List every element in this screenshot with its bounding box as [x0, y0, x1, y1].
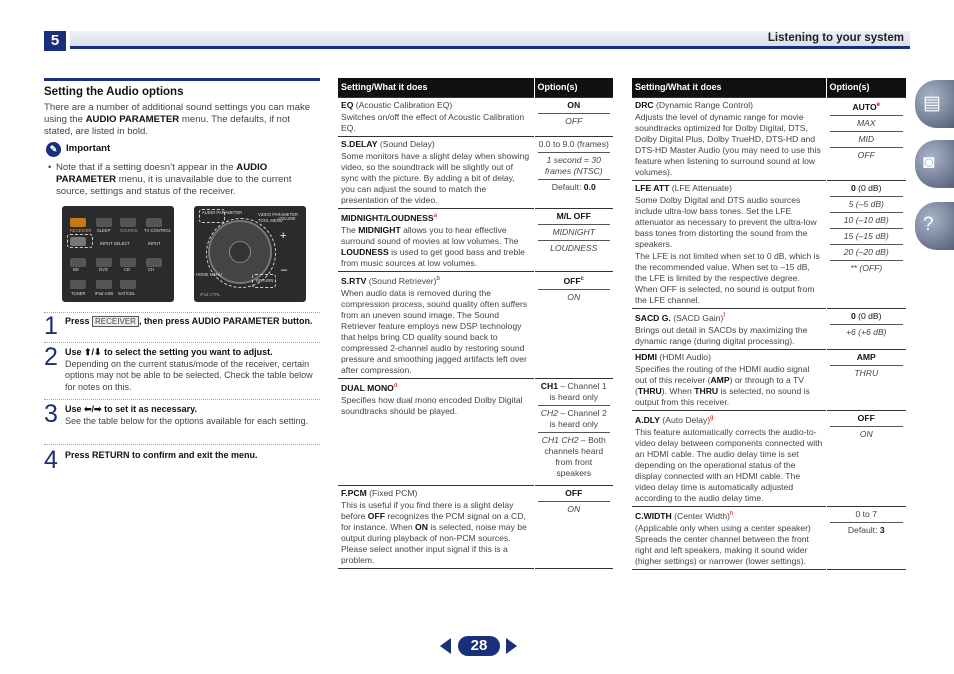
- setting-cell: F.PCM (Fixed PCM) This is useful if you find there is a slight delay before OFF recognizes the PCM signal on a CD, for instance. When ON is selected, noise may be output during playback of non-PCM sources. Please select another input signal if this is a problem.: [338, 485, 534, 568]
- option-value: CH1 CH2 – Both channels heard from front speakers: [541, 434, 606, 478]
- option-value: 0.0 to 9.0 (frames): [538, 139, 611, 153]
- option-value: THRU: [854, 367, 879, 378]
- option-value: 0 (0 dB): [830, 183, 904, 197]
- page-number: 28: [458, 636, 500, 656]
- intro-text: There are a number of additional sound settings you can make using the AUDIO PARAMETER menu. The defaults, if not stated, are listed in bold.: [44, 102, 311, 137]
- option-value: OFF: [538, 488, 611, 502]
- option-value: ON: [567, 291, 581, 302]
- remote-illustration-right: AUDIO PARAMETER VIDEO PARAMETER TOOL MENU VOLUME + – HOME MENU RETURN iPod CTRL: [194, 206, 306, 302]
- table-row: [338, 137, 613, 209]
- options-cell: [826, 506, 906, 569]
- table-row: [632, 309, 906, 350]
- important-text: • Note that if a setting doesn’t appear in the AUDIO PARAMETER menu, it is unavailable due to the current source, settings and status of the receiver.: [44, 162, 320, 198]
- option-value: CH1 – Channel 1 is heard only: [538, 381, 611, 406]
- option-value: +6 (+6 dB): [845, 327, 887, 337]
- setting-cell: DUAL MONO$^d$ Specifies how dual mono encoded Dolby Digital soundtracks should be played.: [338, 378, 534, 485]
- option-value: 10 (–10 dB): [830, 215, 904, 229]
- table-row: [338, 98, 613, 137]
- important-note: [44, 142, 320, 198]
- step-2: 2 Use ⬆/⬇ to select the setting you want to adjust. Depending on the current status/mode of the receiver, certain options may not be able to be selected. Check the table below for notes on this.: [44, 343, 313, 392]
- option-value: AMP: [830, 352, 904, 366]
- table-row: [632, 349, 906, 410]
- option-value: 0 to 7: [830, 509, 904, 523]
- step-4: 4 Press RETURN to confirm and exit the menu.: [44, 446, 258, 474]
- options-cell: [534, 98, 613, 137]
- table-row: [632, 506, 906, 569]
- settings-table-right: Setting/What it does Option(s) DRC (Dynamic Range Control) Adjusts the level of dynamic range for movie soundtracks optimized for Dolby Digital, DTS, Dolby Digital Plus, Dolby TrueHD, DTS-HD and DTS-HD Master Audio (you may need to use this feature when listening to surround sound at low volumes). AUTO$^e$ MAX MID OFF LFE ATT (LFE Attenuate) Some Dolby Digital and DTS audio sources include ultra-low bass tones. Set the LFE attenuator as necessary to prevent the ultra-low bass tones from distorting the sound from the speakers. The LFE is not limited when set to 0 dB, which is the recommended value. When set to –15 dB, the LFE is limited by the respective degree. When OFF is selected, no sound is output from the LFE channel. 0 (0 dB) 5 (–5 dB) 10 (–10 dB) 15 (–15 dB) 20 (–20 dB) ** (OFF) SACD G. (SACD Gain)$^f$ Brings out detail in SACDs by maximizing the dynamic range (during digital processing). 0 (0 dB) +6 (+6 dB) HDMI (HDMI Audio) Specifies the routing of the HDMI audio signal out of this receiver (AMP) or through to a TV (THRU). When THRU is selected, no sound is output from this receiver. AMP THRU A.DLY (Auto Delay)$^g$ This feature automatically corrects the audio-to-video delay between components connected with an HDMI cable. The audio delay time is set depending on the operational status of the display connected with an HDMI cable. The video delay time is automatically adjusted according to the audio delay time. OFF ON C.WIDTH (Center Width)$^h$ (Applicable only when using a center speaker) Spreads the center channel between the front right and left speakers, making it sound wider (higher settings) or narrower (lower settings). 0 to 7 Default: 3: [632, 78, 906, 570]
- options-cell: [826, 410, 906, 506]
- setting-cell: S.RTV (Sound Retriever)$^b$ When audio data is removed during the compression process, sound quality often suffers from an uneven sound image. The Sound Retriever feature employs new DSP technology that helps bring CD quality sound back to compressed 2-channel audio by restoring sound pressure and smoothing jagged artifacts left over after compression.: [338, 271, 534, 378]
- options-cell: [826, 309, 906, 350]
- option-value: M/L OFF: [538, 211, 611, 225]
- options-cell: [826, 181, 906, 309]
- setting-cell: HDMI (HDMI Audio) Specifies the routing of the HDMI audio signal out of this receiver (AMP) or through to a TV (THRU). When THRU is selected, no sound is output from this receiver.: [632, 349, 826, 410]
- option-value: OFF$^c$: [538, 274, 611, 290]
- options-cell: [534, 271, 613, 378]
- table-row: [338, 378, 613, 485]
- options-cell: [534, 378, 613, 485]
- table-row: [338, 209, 613, 272]
- setting-cell: A.DLY (Auto Delay)$^g$ This feature automatically corrects the audio-to-video delay between components connected with an HDMI cable. The audio delay time is set depending on the operational status of the display connected with an HDMI cable. The video delay time is automatically adjusted according to the audio delay time.: [632, 410, 826, 506]
- options-cell: [534, 485, 613, 568]
- setting-cell: MIDNIGHT/LOUDNESS$^a$ The MIDNIGHT allows you to hear effective surround sound of movies at low volumes. The LOUDNESS is used to get good bass and treble from music sources at low volumes.: [338, 209, 534, 272]
- table-row: [632, 181, 906, 309]
- option-value: ON: [859, 428, 873, 439]
- option-value: MID: [830, 134, 904, 148]
- settings-table-left: Setting/What it does Option(s) EQ (Acoustic Calibration EQ) Switches on/off the effect of Acoustic Calibration EQ. ON OFF S.DELAY (Sound Delay) Some monitors have a slight delay when showing video, so the soundtrack will be slightly out of sync with the picture. By adding a bit of delay, you can adjust the sound to match the presentation of the video. 0.0 to 9.0 (frames) 1 second = 30 frames (NTSC) Default: 0.0 MIDNIGHT/LOUDNESS$^a$ The MIDNIGHT allows you to hear effective surround sound of movies at low volumes. The LOUDNESS is used to get good bass and treble from music sources at low volumes. M/L OFF MIDNIGHT LOUDNESS S.RTV (Sound Retriever)$^b$ When audio data is removed during the compression process, sound quality often suffers from an uneven sound image. The Sound Retriever feature employs new DSP technology that helps bring CD quality sound back to compressed 2-channel audio by restoring sound pressure and smoothing jagged artifacts left over after compression. OFF$^c$ ON DUAL MONO$^d$ Specifies how dual mono encoded Dolby Digital soundtracks should be played. CH1 – Channel 1 is heard only CH2 – Channel 2 is heard only CH1 CH2 – Both channels heard from front speakers F.PCM (Fixed PCM) This is useful if you find there is a slight delay before OFF recognizes the PCM signal on a CD, for instance. When ON is selected, noise may be output during playback of non-PCM sources. Please select another input signal if this is a problem. OFF ON: [338, 78, 613, 569]
- option-value: MAX: [830, 118, 904, 132]
- table-row: [632, 410, 906, 506]
- page-navigation: [440, 636, 520, 656]
- table-row: [338, 485, 613, 568]
- book-icon: ▤: [923, 93, 941, 114]
- options-cell: [534, 209, 613, 272]
- option-value: Default: 0.0: [551, 182, 596, 192]
- option-value: 5 (–5 dB): [830, 199, 904, 213]
- table-row: [632, 98, 906, 181]
- header-title: Listening to your system: [767, 32, 904, 44]
- option-value: ** (OFF): [850, 263, 883, 273]
- receiver-icon: ◙: [923, 152, 935, 173]
- chapter-number: 5: [44, 31, 66, 51]
- option-value: OFF: [830, 413, 904, 427]
- previous-page-icon[interactable]: [440, 638, 451, 654]
- side-tab-help[interactable]: [915, 202, 954, 250]
- option-value: 1 second = 30 frames (NTSC): [538, 155, 611, 180]
- option-value: AUTO$^e$: [830, 100, 904, 116]
- option-value: OFF: [857, 149, 875, 160]
- options-cell: [826, 349, 906, 410]
- setting-cell: S.DELAY (Sound Delay) Some monitors have a slight delay when showing video, so the soundtrack will be slightly out of sync with the picture. By adding a bit of delay, you can adjust the sound to match the presentation of the video.: [338, 137, 534, 209]
- option-value: 20 (–20 dB): [830, 247, 904, 261]
- side-tab-receiver[interactable]: [915, 140, 954, 188]
- options-cell: [534, 137, 613, 209]
- option-value: LOUDNESS: [550, 243, 598, 253]
- option-value: 0 (0 dB): [830, 311, 904, 325]
- option-value: CH2 – Channel 2 is heard only: [538, 408, 611, 433]
- important-icon: ✎: [46, 142, 61, 157]
- option-value: ON: [567, 503, 581, 514]
- help-icon: ?: [923, 214, 934, 235]
- setting-cell: EQ (Acoustic Calibration EQ) Switches on/off the effect of Acoustic Calibration EQ.: [338, 98, 534, 137]
- remote-illustration-left: RECEIVER SLEEP SOURCE TV CONTROL INPUT SELECT INPUT BD DVD CD CH TUNER iPod USB SAT/CBL: [62, 206, 174, 302]
- setting-cell: SACD G. (SACD Gain)$^f$ Brings out detail in SACDs by maximizing the dynamic range (during digital processing).: [632, 309, 826, 350]
- step-3: 3 Use ⬅/➡ to set it as necessary. See the table below for the options available for each setting.: [44, 400, 309, 428]
- section-title: Setting the Audio options: [44, 78, 320, 98]
- option-value: 15 (–15 dB): [830, 231, 904, 245]
- side-tab-contents[interactable]: [915, 80, 954, 128]
- next-page-icon[interactable]: [506, 638, 517, 654]
- option-value: MIDNIGHT: [538, 227, 611, 241]
- header-bar: [70, 31, 910, 49]
- options-cell: [826, 98, 906, 181]
- option-value: Default: 3: [847, 524, 885, 535]
- table-row: [338, 271, 613, 378]
- important-title: Important: [66, 143, 111, 154]
- setting-cell: DRC (Dynamic Range Control) Adjusts the level of dynamic range for movie soundtracks optimized for Dolby Digital, DTS, Dolby Digital Plus, Dolby TrueHD, DTS-HD and DTS-HD Master Audio (you may need to use this feature when listening to surround sound at low volumes).: [632, 98, 826, 181]
- option-value: ON: [538, 100, 611, 114]
- setting-cell: LFE ATT (LFE Attenuate) Some Dolby Digital and DTS audio sources include ultra-low bass tones. Set the LFE attenuator as necessary to prevent the ultra-low bass tones from distorting the sound from the speakers. The LFE is not limited when set to 0 dB, which is the recommended value. When set to –15 dB, the LFE is limited by the respective degree. When OFF is selected, no sound is output from the LFE channel.: [632, 181, 826, 309]
- setting-cell: C.WIDTH (Center Width)$^h$ (Applicable only when using a center speaker) Spreads the center channel between the front right and left speakers, making it sound wider (higher settings) or narrower (lower settings).: [632, 506, 826, 569]
- step-1: 1 Press RECEIVER , then press AUDIO PARAMETER button.: [44, 312, 313, 340]
- option-value: OFF: [565, 116, 583, 126]
